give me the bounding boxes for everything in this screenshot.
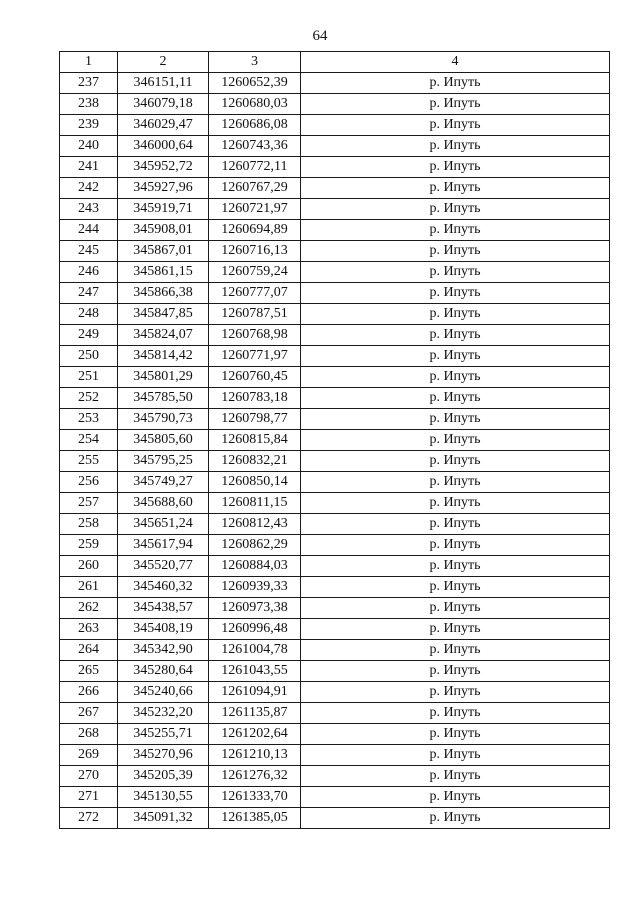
description-cell: р. Ипуть (301, 136, 610, 157)
table-row (60, 304, 610, 325)
y-coordinate-cell: 1260721,97 (209, 199, 301, 220)
description-cell: р. Ипуть (301, 304, 610, 325)
point-number-cell: 238 (60, 94, 118, 115)
table-row (60, 535, 610, 556)
x-coordinate-cell: 345438,57 (118, 598, 209, 619)
point-number-cell: 272 (60, 808, 118, 829)
x-coordinate-cell: 345824,07 (118, 325, 209, 346)
y-coordinate-cell: 1260832,21 (209, 451, 301, 472)
y-coordinate-cell: 1260759,24 (209, 262, 301, 283)
x-coordinate-cell: 345867,01 (118, 241, 209, 262)
table-row (60, 178, 610, 199)
table-row (60, 766, 610, 787)
point-number-cell: 271 (60, 787, 118, 808)
x-coordinate-cell: 345847,85 (118, 304, 209, 325)
y-coordinate-cell: 1261094,91 (209, 682, 301, 703)
point-number-cell: 255 (60, 451, 118, 472)
y-coordinate-cell: 1260680,03 (209, 94, 301, 115)
x-coordinate-cell: 345688,60 (118, 493, 209, 514)
y-coordinate-cell: 1260996,48 (209, 619, 301, 640)
x-coordinate-cell: 345749,27 (118, 472, 209, 493)
x-coordinate-cell: 345270,96 (118, 745, 209, 766)
column-header-4: 4 (301, 52, 610, 73)
point-number-cell: 251 (60, 367, 118, 388)
y-coordinate-cell: 1260716,13 (209, 241, 301, 262)
y-coordinate-cell: 1260767,29 (209, 178, 301, 199)
point-number-cell: 263 (60, 619, 118, 640)
y-coordinate-cell: 1260862,29 (209, 535, 301, 556)
x-coordinate-cell: 345617,94 (118, 535, 209, 556)
point-number-cell: 264 (60, 640, 118, 661)
y-coordinate-cell: 1260771,97 (209, 346, 301, 367)
table-row (60, 703, 610, 724)
x-coordinate-cell: 346029,47 (118, 115, 209, 136)
y-coordinate-cell: 1260850,14 (209, 472, 301, 493)
x-coordinate-cell: 345342,90 (118, 640, 209, 661)
table-row (60, 136, 610, 157)
table-row (60, 346, 610, 367)
coordinates-table (59, 51, 610, 829)
column-header-3: 3 (209, 52, 301, 73)
description-cell: р. Ипуть (301, 556, 610, 577)
table-row (60, 745, 610, 766)
description-cell: р. Ипуть (301, 451, 610, 472)
table-row (60, 157, 610, 178)
table-body (60, 73, 610, 829)
table-row (60, 619, 610, 640)
x-coordinate-cell: 346151,11 (118, 73, 209, 94)
y-coordinate-cell: 1260939,33 (209, 577, 301, 598)
column-header-2: 2 (118, 52, 209, 73)
y-coordinate-cell: 1260812,43 (209, 514, 301, 535)
point-number-cell: 245 (60, 241, 118, 262)
table-header-row (60, 52, 610, 73)
table-row (60, 598, 610, 619)
y-coordinate-cell: 1261385,05 (209, 808, 301, 829)
y-coordinate-cell: 1260798,77 (209, 409, 301, 430)
y-coordinate-cell: 1260760,45 (209, 367, 301, 388)
point-number-cell: 252 (60, 388, 118, 409)
y-coordinate-cell: 1260772,11 (209, 157, 301, 178)
description-cell: р. Ипуть (301, 724, 610, 745)
table-row (60, 283, 610, 304)
page-number: 64 (312, 28, 328, 44)
y-coordinate-cell: 1260811,15 (209, 493, 301, 514)
x-coordinate-cell: 345651,24 (118, 514, 209, 535)
x-coordinate-cell: 345130,55 (118, 787, 209, 808)
table-row (60, 493, 610, 514)
table-row (60, 808, 610, 829)
y-coordinate-cell: 1260815,84 (209, 430, 301, 451)
point-number-cell: 243 (60, 199, 118, 220)
y-coordinate-cell: 1260783,18 (209, 388, 301, 409)
y-coordinate-cell: 1260743,36 (209, 136, 301, 157)
y-coordinate-cell: 1260777,07 (209, 283, 301, 304)
table-row (60, 514, 610, 535)
x-coordinate-cell: 345927,96 (118, 178, 209, 199)
point-number-cell: 258 (60, 514, 118, 535)
description-cell: р. Ипуть (301, 346, 610, 367)
table-row (60, 556, 610, 577)
x-coordinate-cell: 345919,71 (118, 199, 209, 220)
point-number-cell: 241 (60, 157, 118, 178)
table-row (60, 451, 610, 472)
y-coordinate-cell: 1261202,64 (209, 724, 301, 745)
x-coordinate-cell: 345205,39 (118, 766, 209, 787)
y-coordinate-cell: 1260884,03 (209, 556, 301, 577)
point-number-cell: 250 (60, 346, 118, 367)
y-coordinate-cell: 1261210,13 (209, 745, 301, 766)
description-cell: р. Ипуть (301, 409, 610, 430)
y-coordinate-cell: 1261135,87 (209, 703, 301, 724)
table-row (60, 199, 610, 220)
y-coordinate-cell: 1260787,51 (209, 304, 301, 325)
table-row (60, 430, 610, 451)
description-cell: р. Ипуть (301, 388, 610, 409)
point-number-cell: 265 (60, 661, 118, 682)
table-row (60, 220, 610, 241)
point-number-cell: 254 (60, 430, 118, 451)
x-coordinate-cell: 345255,71 (118, 724, 209, 745)
table-row (60, 577, 610, 598)
table-row (60, 787, 610, 808)
table-row (60, 94, 610, 115)
point-number-cell: 266 (60, 682, 118, 703)
x-coordinate-cell: 345408,19 (118, 619, 209, 640)
description-cell: р. Ипуть (301, 157, 610, 178)
table-row (60, 661, 610, 682)
column-header-1: 1 (60, 52, 118, 73)
table-row (60, 388, 610, 409)
description-cell: р. Ипуть (301, 703, 610, 724)
x-coordinate-cell: 345801,29 (118, 367, 209, 388)
description-cell: р. Ипуть (301, 766, 610, 787)
point-number-cell: 244 (60, 220, 118, 241)
y-coordinate-cell: 1261043,55 (209, 661, 301, 682)
x-coordinate-cell: 345795,25 (118, 451, 209, 472)
point-number-cell: 237 (60, 73, 118, 94)
x-coordinate-cell: 345908,01 (118, 220, 209, 241)
table-row (60, 262, 610, 283)
y-coordinate-cell: 1261004,78 (209, 640, 301, 661)
description-cell: р. Ипуть (301, 325, 610, 346)
description-cell: р. Ипуть (301, 178, 610, 199)
y-coordinate-cell: 1261333,70 (209, 787, 301, 808)
x-coordinate-cell: 345240,66 (118, 682, 209, 703)
description-cell: р. Ипуть (301, 619, 610, 640)
x-coordinate-cell: 345460,32 (118, 577, 209, 598)
y-coordinate-cell: 1260768,98 (209, 325, 301, 346)
point-number-cell: 260 (60, 556, 118, 577)
description-cell: р. Ипуть (301, 661, 610, 682)
description-cell: р. Ипуть (301, 262, 610, 283)
description-cell: р. Ипуть (301, 94, 610, 115)
point-number-cell: 256 (60, 472, 118, 493)
table-row (60, 409, 610, 430)
description-cell: р. Ипуть (301, 745, 610, 766)
description-cell: р. Ипуть (301, 598, 610, 619)
x-coordinate-cell: 345520,77 (118, 556, 209, 577)
point-number-cell: 267 (60, 703, 118, 724)
description-cell: р. Ипуть (301, 199, 610, 220)
description-cell: р. Ипуть (301, 220, 610, 241)
point-number-cell: 239 (60, 115, 118, 136)
y-coordinate-cell: 1260694,89 (209, 220, 301, 241)
point-number-cell: 248 (60, 304, 118, 325)
table-row (60, 367, 610, 388)
x-coordinate-cell: 346000,64 (118, 136, 209, 157)
table-row (60, 325, 610, 346)
x-coordinate-cell: 345785,50 (118, 388, 209, 409)
x-coordinate-cell: 345866,38 (118, 283, 209, 304)
point-number-cell: 240 (60, 136, 118, 157)
description-cell: р. Ипуть (301, 73, 610, 94)
point-number-cell: 259 (60, 535, 118, 556)
table-row (60, 115, 610, 136)
description-cell: р. Ипуть (301, 808, 610, 829)
description-cell: р. Ипуть (301, 577, 610, 598)
description-cell: р. Ипуть (301, 367, 610, 388)
point-number-cell: 249 (60, 325, 118, 346)
x-coordinate-cell: 345091,32 (118, 808, 209, 829)
x-coordinate-cell: 345805,60 (118, 430, 209, 451)
table-row (60, 640, 610, 661)
y-coordinate-cell: 1261276,32 (209, 766, 301, 787)
y-coordinate-cell: 1260652,39 (209, 73, 301, 94)
x-coordinate-cell: 346079,18 (118, 94, 209, 115)
x-coordinate-cell: 345814,42 (118, 346, 209, 367)
point-number-cell: 247 (60, 283, 118, 304)
description-cell: р. Ипуть (301, 535, 610, 556)
x-coordinate-cell: 345952,72 (118, 157, 209, 178)
point-number-cell: 268 (60, 724, 118, 745)
table-row (60, 241, 610, 262)
table-row (60, 73, 610, 94)
description-cell: р. Ипуть (301, 241, 610, 262)
point-number-cell: 270 (60, 766, 118, 787)
x-coordinate-cell: 345861,15 (118, 262, 209, 283)
point-number-cell: 262 (60, 598, 118, 619)
description-cell: р. Ипуть (301, 493, 610, 514)
x-coordinate-cell: 345280,64 (118, 661, 209, 682)
point-number-cell: 269 (60, 745, 118, 766)
x-coordinate-cell: 345232,20 (118, 703, 209, 724)
table-row (60, 472, 610, 493)
y-coordinate-cell: 1260973,38 (209, 598, 301, 619)
description-cell: р. Ипуть (301, 682, 610, 703)
point-number-cell: 246 (60, 262, 118, 283)
description-cell: р. Ипуть (301, 472, 610, 493)
point-number-cell: 242 (60, 178, 118, 199)
description-cell: р. Ипуть (301, 787, 610, 808)
x-coordinate-cell: 345790,73 (118, 409, 209, 430)
description-cell: р. Ипуть (301, 430, 610, 451)
description-cell: р. Ипуть (301, 514, 610, 535)
description-cell: р. Ипуть (301, 115, 610, 136)
table-row (60, 682, 610, 703)
table-row (60, 724, 610, 745)
point-number-cell: 261 (60, 577, 118, 598)
description-cell: р. Ипуть (301, 640, 610, 661)
point-number-cell: 257 (60, 493, 118, 514)
description-cell: р. Ипуть (301, 283, 610, 304)
y-coordinate-cell: 1260686,08 (209, 115, 301, 136)
point-number-cell: 253 (60, 409, 118, 430)
